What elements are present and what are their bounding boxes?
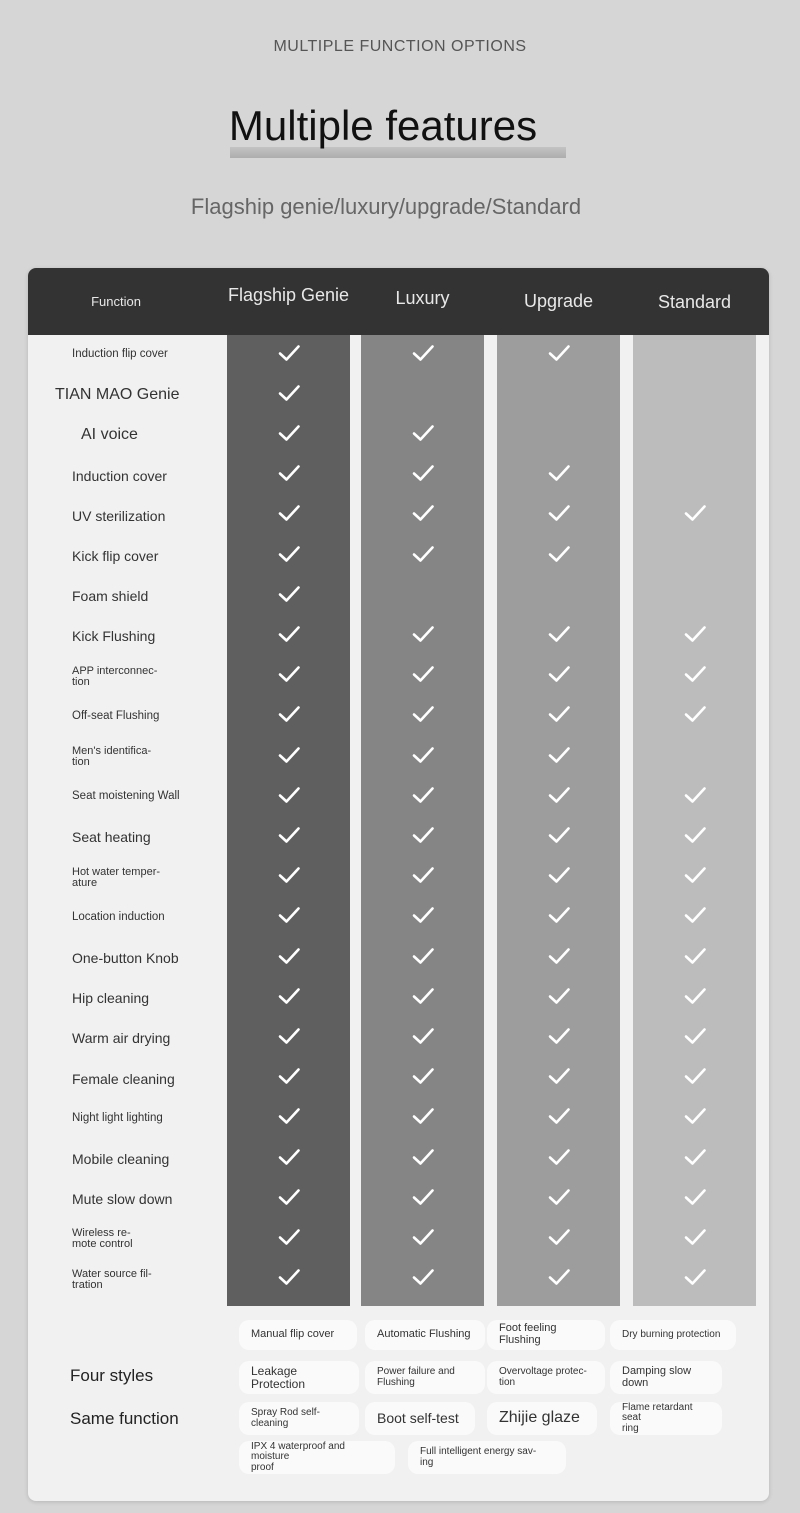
table-row bbox=[28, 457, 769, 497]
checkmark-icon bbox=[547, 1027, 571, 1050]
cell-upgrade bbox=[497, 497, 620, 535]
checkmark-icon bbox=[683, 786, 707, 809]
cell-luxury bbox=[361, 818, 484, 856]
feature-pill: Leakage Protection bbox=[239, 1361, 359, 1394]
checkmark-icon bbox=[411, 464, 435, 487]
cell-flagship bbox=[227, 336, 350, 374]
cell-flagship bbox=[227, 939, 350, 977]
checkmark-icon bbox=[411, 424, 435, 447]
feature-pill: Flame retardant seat ring bbox=[610, 1402, 722, 1435]
cell-upgrade bbox=[497, 1060, 620, 1098]
cell-flagship bbox=[227, 658, 350, 696]
cell-upgrade bbox=[497, 899, 620, 937]
table-row bbox=[28, 859, 769, 899]
feature-label: Night light lighting bbox=[72, 1112, 163, 1125]
feature-pill: Power failure and Flushing bbox=[365, 1361, 485, 1394]
checkmark-icon bbox=[547, 1148, 571, 1171]
cell-upgrade bbox=[497, 658, 620, 696]
cell-standard bbox=[633, 1180, 756, 1218]
checkmark-icon bbox=[683, 1268, 707, 1291]
cell-upgrade bbox=[497, 1261, 620, 1299]
table-row bbox=[28, 939, 769, 979]
table-row bbox=[28, 818, 769, 858]
checkmark-icon bbox=[277, 826, 301, 849]
cell-standard bbox=[633, 617, 756, 655]
cell-upgrade bbox=[497, 1019, 620, 1057]
checkmark-icon bbox=[277, 705, 301, 728]
checkmark-icon bbox=[277, 1107, 301, 1130]
checkmark-icon bbox=[683, 826, 707, 849]
table-row bbox=[28, 1060, 769, 1100]
cell-upgrade bbox=[497, 577, 620, 615]
checkmark-icon bbox=[547, 906, 571, 929]
cell-luxury bbox=[361, 617, 484, 655]
feature-pill: Spray Rod self-cleaning bbox=[239, 1402, 359, 1435]
feature-label: Foam shield bbox=[72, 588, 149, 605]
cell-flagship bbox=[227, 1180, 350, 1218]
cell-upgrade bbox=[497, 778, 620, 816]
table-row bbox=[28, 537, 769, 577]
feature-pill: Automatic Flushing bbox=[365, 1320, 485, 1350]
cell-luxury bbox=[361, 859, 484, 897]
cell-standard bbox=[633, 577, 756, 615]
checkmark-icon bbox=[411, 826, 435, 849]
cell-luxury bbox=[361, 939, 484, 977]
cell-flagship bbox=[227, 698, 350, 736]
checkmark-icon bbox=[547, 665, 571, 688]
checkmark-icon bbox=[411, 1027, 435, 1050]
cell-flagship bbox=[227, 1060, 350, 1098]
checkmark-icon bbox=[411, 1148, 435, 1171]
cell-upgrade bbox=[497, 537, 620, 575]
checkmark-icon bbox=[683, 625, 707, 648]
checkmark-icon bbox=[277, 987, 301, 1010]
cell-standard bbox=[633, 1220, 756, 1258]
feature-label: TIAN MAO Genie bbox=[55, 386, 180, 404]
cell-upgrade bbox=[497, 617, 620, 655]
cell-upgrade bbox=[497, 457, 620, 495]
feature-label: Warm air drying bbox=[72, 1030, 171, 1047]
checkmark-icon bbox=[411, 665, 435, 688]
cell-flagship bbox=[227, 1220, 350, 1258]
checkmark-icon bbox=[547, 866, 571, 889]
checkmark-icon bbox=[683, 1067, 707, 1090]
checkmark-icon bbox=[547, 625, 571, 648]
cell-luxury bbox=[361, 1019, 484, 1057]
checkmark-icon bbox=[683, 866, 707, 889]
cell-flagship bbox=[227, 1140, 350, 1178]
checkmark-icon bbox=[411, 1067, 435, 1090]
table-row bbox=[28, 1180, 769, 1220]
table-row bbox=[28, 899, 769, 939]
cell-luxury bbox=[361, 1220, 484, 1258]
feature-label: Seat heating bbox=[72, 829, 151, 846]
checkmark-icon bbox=[683, 1107, 707, 1130]
checkmark-icon bbox=[277, 625, 301, 648]
comparison-card bbox=[28, 268, 769, 1501]
feature-label: Mobile cleaning bbox=[72, 1151, 170, 1167]
page-title: Multiple features bbox=[228, 102, 538, 149]
tier-header-luxury: Luxury bbox=[395, 288, 450, 308]
checkmark-icon bbox=[547, 464, 571, 487]
cell-flagship bbox=[227, 1261, 350, 1299]
feature-label: Water source fil- tration bbox=[72, 1267, 152, 1291]
checkmark-icon bbox=[277, 504, 301, 527]
cell-luxury bbox=[361, 537, 484, 575]
table-row bbox=[28, 617, 769, 657]
cell-luxury bbox=[361, 416, 484, 454]
feature-pill: IPX 4 waterproof and moisture proof bbox=[239, 1441, 395, 1474]
feature-pill: Overvoltage protec- tion bbox=[487, 1361, 605, 1394]
table-header bbox=[28, 268, 769, 335]
function-header: Function bbox=[91, 294, 141, 309]
checkmark-icon bbox=[683, 947, 707, 970]
cell-flagship bbox=[227, 376, 350, 414]
checkmark-icon bbox=[277, 947, 301, 970]
cell-flagship bbox=[227, 1100, 350, 1138]
cell-upgrade bbox=[497, 859, 620, 897]
checkmark-icon bbox=[547, 504, 571, 527]
tier-header-standard: Standard bbox=[657, 292, 732, 312]
cell-standard bbox=[633, 1261, 756, 1299]
checkmark-icon bbox=[547, 1268, 571, 1291]
cell-standard bbox=[633, 818, 756, 856]
cell-upgrade bbox=[497, 818, 620, 856]
bottom-title-line1: Four styles bbox=[70, 1366, 154, 1385]
cell-luxury bbox=[361, 738, 484, 776]
checkmark-icon bbox=[547, 1067, 571, 1090]
checkmark-icon bbox=[277, 424, 301, 447]
feature-label: Seat moistening Wall bbox=[72, 790, 180, 803]
cell-luxury bbox=[361, 979, 484, 1017]
checkmark-icon bbox=[277, 1188, 301, 1211]
checkmark-icon bbox=[683, 1228, 707, 1251]
cell-luxury bbox=[361, 497, 484, 535]
feature-label: Induction cover bbox=[72, 467, 167, 484]
checkmark-icon bbox=[411, 625, 435, 648]
cell-upgrade bbox=[497, 336, 620, 374]
checkmark-icon bbox=[411, 1188, 435, 1211]
checkmark-icon bbox=[547, 1107, 571, 1130]
cell-upgrade bbox=[497, 376, 620, 414]
feature-label: Wireless re- mote control bbox=[72, 1227, 133, 1251]
table-row bbox=[28, 698, 769, 738]
feature-label: Induction flip cover bbox=[72, 348, 168, 361]
cell-flagship bbox=[227, 617, 350, 655]
cell-standard bbox=[633, 899, 756, 937]
table-row bbox=[28, 497, 769, 537]
checkmark-icon bbox=[277, 1027, 301, 1050]
cell-luxury bbox=[361, 336, 484, 374]
checkmark-icon bbox=[277, 746, 301, 769]
cell-standard bbox=[633, 497, 756, 535]
table-row bbox=[28, 658, 769, 698]
cell-standard bbox=[633, 416, 756, 454]
feature-pill: Zhijie glaze bbox=[487, 1402, 597, 1435]
cell-upgrade bbox=[497, 979, 620, 1017]
cell-standard bbox=[633, 457, 756, 495]
cell-upgrade bbox=[497, 698, 620, 736]
cell-luxury bbox=[361, 457, 484, 495]
tier-header-upgrade: Upgrade bbox=[523, 291, 594, 311]
checkmark-icon bbox=[277, 1228, 301, 1251]
cell-flagship bbox=[227, 537, 350, 575]
feature-label: APP interconnec- tion bbox=[72, 664, 158, 688]
checkmark-icon bbox=[683, 665, 707, 688]
cell-flagship bbox=[227, 979, 350, 1017]
checkmark-icon bbox=[277, 786, 301, 809]
cell-upgrade bbox=[497, 416, 620, 454]
cell-luxury bbox=[361, 1060, 484, 1098]
checkmark-icon bbox=[277, 585, 301, 608]
cell-flagship bbox=[227, 899, 350, 937]
feature-pill: Dry burning protection bbox=[610, 1320, 736, 1350]
checkmark-icon bbox=[547, 705, 571, 728]
cell-standard bbox=[633, 939, 756, 977]
feature-label: Kick Flushing bbox=[72, 628, 156, 645]
cell-luxury bbox=[361, 376, 484, 414]
cell-standard bbox=[633, 979, 756, 1017]
checkmark-icon bbox=[547, 826, 571, 849]
feature-label: Mute slow down bbox=[72, 1191, 173, 1208]
checkmark-icon bbox=[411, 746, 435, 769]
checkmark-icon bbox=[411, 1107, 435, 1130]
cell-luxury bbox=[361, 698, 484, 736]
table-row bbox=[28, 1019, 769, 1059]
feature-label: Kick flip cover bbox=[72, 548, 159, 564]
checkmark-icon bbox=[411, 866, 435, 889]
feature-pill: Manual flip cover bbox=[239, 1320, 357, 1350]
checkmark-icon bbox=[547, 545, 571, 568]
checkmark-icon bbox=[277, 906, 301, 929]
cell-luxury bbox=[361, 1180, 484, 1218]
checkmark-icon bbox=[277, 1268, 301, 1291]
cell-luxury bbox=[361, 778, 484, 816]
cell-upgrade bbox=[497, 1220, 620, 1258]
cell-standard bbox=[633, 698, 756, 736]
feature-label: Off-seat Flushing bbox=[72, 710, 160, 723]
cell-flagship bbox=[227, 778, 350, 816]
cell-upgrade bbox=[497, 1180, 620, 1218]
feature-pill: Foot feeling Flushing bbox=[487, 1320, 605, 1350]
checkmark-icon bbox=[547, 344, 571, 367]
feature-label: One-button Knob bbox=[72, 950, 179, 966]
feature-label: Hip cleaning bbox=[72, 990, 150, 1007]
cell-standard bbox=[633, 658, 756, 696]
cell-standard bbox=[633, 1140, 756, 1178]
cell-flagship bbox=[227, 457, 350, 495]
checkmark-icon bbox=[277, 464, 301, 487]
checkmark-icon bbox=[683, 705, 707, 728]
cell-standard bbox=[633, 1019, 756, 1057]
page-subtitle: Flagship genie/luxury/upgrade/Standard bbox=[190, 194, 582, 219]
table-row bbox=[28, 1220, 769, 1260]
feature-pill: Boot self-test bbox=[365, 1402, 475, 1435]
table-row bbox=[28, 778, 769, 818]
cell-flagship bbox=[227, 859, 350, 897]
cell-standard bbox=[633, 778, 756, 816]
checkmark-icon bbox=[683, 1148, 707, 1171]
table-row bbox=[28, 336, 769, 376]
checkmark-icon bbox=[547, 746, 571, 769]
eyebrow-text: MULTIPLE FUNCTION OPTIONS bbox=[273, 38, 527, 55]
cell-luxury bbox=[361, 1100, 484, 1138]
table-row bbox=[28, 416, 769, 456]
cell-standard bbox=[633, 336, 756, 374]
checkmark-icon bbox=[411, 344, 435, 367]
feature-label: UV sterilization bbox=[72, 507, 166, 524]
cell-luxury bbox=[361, 1261, 484, 1299]
checkmark-icon bbox=[411, 786, 435, 809]
checkmark-icon bbox=[411, 545, 435, 568]
checkmark-icon bbox=[547, 786, 571, 809]
checkmark-icon bbox=[547, 1228, 571, 1251]
checkmark-icon bbox=[277, 545, 301, 568]
table-row bbox=[28, 1140, 769, 1180]
checkmark-icon bbox=[411, 1228, 435, 1251]
cell-flagship bbox=[227, 1019, 350, 1057]
checkmark-icon bbox=[683, 1027, 707, 1050]
checkmark-icon bbox=[547, 1188, 571, 1211]
checkmark-icon bbox=[277, 1067, 301, 1090]
checkmark-icon bbox=[277, 344, 301, 367]
cell-luxury bbox=[361, 899, 484, 937]
tier-header-flagship: Flagship Genie bbox=[227, 285, 350, 305]
cell-standard bbox=[633, 1060, 756, 1098]
feature-label: AI voice bbox=[81, 426, 138, 444]
checkmark-icon bbox=[683, 1188, 707, 1211]
cell-upgrade bbox=[497, 1140, 620, 1178]
checkmark-icon bbox=[277, 1148, 301, 1171]
checkmark-icon bbox=[277, 384, 301, 407]
checkmark-icon bbox=[411, 906, 435, 929]
table-row bbox=[28, 738, 769, 778]
cell-upgrade bbox=[497, 738, 620, 776]
feature-pill: Full intelligent energy sav- ing bbox=[408, 1441, 566, 1474]
checkmark-icon bbox=[411, 987, 435, 1010]
feature-label: Location induction bbox=[72, 911, 165, 924]
checkmark-icon bbox=[683, 906, 707, 929]
cell-upgrade bbox=[497, 1100, 620, 1138]
checkmark-icon bbox=[547, 987, 571, 1010]
cell-upgrade bbox=[497, 939, 620, 977]
checkmark-icon bbox=[547, 947, 571, 970]
cell-standard bbox=[633, 738, 756, 776]
feature-pill: Damping slow down bbox=[610, 1361, 722, 1394]
cell-luxury bbox=[361, 577, 484, 615]
cell-standard bbox=[633, 859, 756, 897]
table-row bbox=[28, 979, 769, 1019]
feature-label: Hot water temper- ature bbox=[72, 865, 161, 889]
cell-standard bbox=[633, 376, 756, 414]
table-row bbox=[28, 1261, 769, 1301]
checkmark-icon bbox=[683, 987, 707, 1010]
checkmark-icon bbox=[277, 665, 301, 688]
checkmark-icon bbox=[683, 504, 707, 527]
cell-luxury bbox=[361, 658, 484, 696]
table-row bbox=[28, 1100, 769, 1140]
cell-luxury bbox=[361, 1140, 484, 1178]
cell-standard bbox=[633, 1100, 756, 1138]
cell-flagship bbox=[227, 818, 350, 856]
checkmark-icon bbox=[411, 1268, 435, 1291]
feature-label: Men's identifica- tion bbox=[72, 745, 152, 768]
checkmark-icon bbox=[277, 866, 301, 889]
cell-flagship bbox=[227, 497, 350, 535]
table-row bbox=[28, 577, 769, 617]
checkmark-icon bbox=[411, 947, 435, 970]
feature-label: Female cleaning bbox=[72, 1070, 175, 1087]
table-row bbox=[28, 376, 769, 416]
checkmark-icon bbox=[411, 705, 435, 728]
cell-standard bbox=[633, 537, 756, 575]
cell-flagship bbox=[227, 577, 350, 615]
bottom-title-line2: Same function bbox=[70, 1409, 179, 1428]
checkmark-icon bbox=[411, 504, 435, 527]
cell-flagship bbox=[227, 738, 350, 776]
cell-flagship bbox=[227, 416, 350, 454]
